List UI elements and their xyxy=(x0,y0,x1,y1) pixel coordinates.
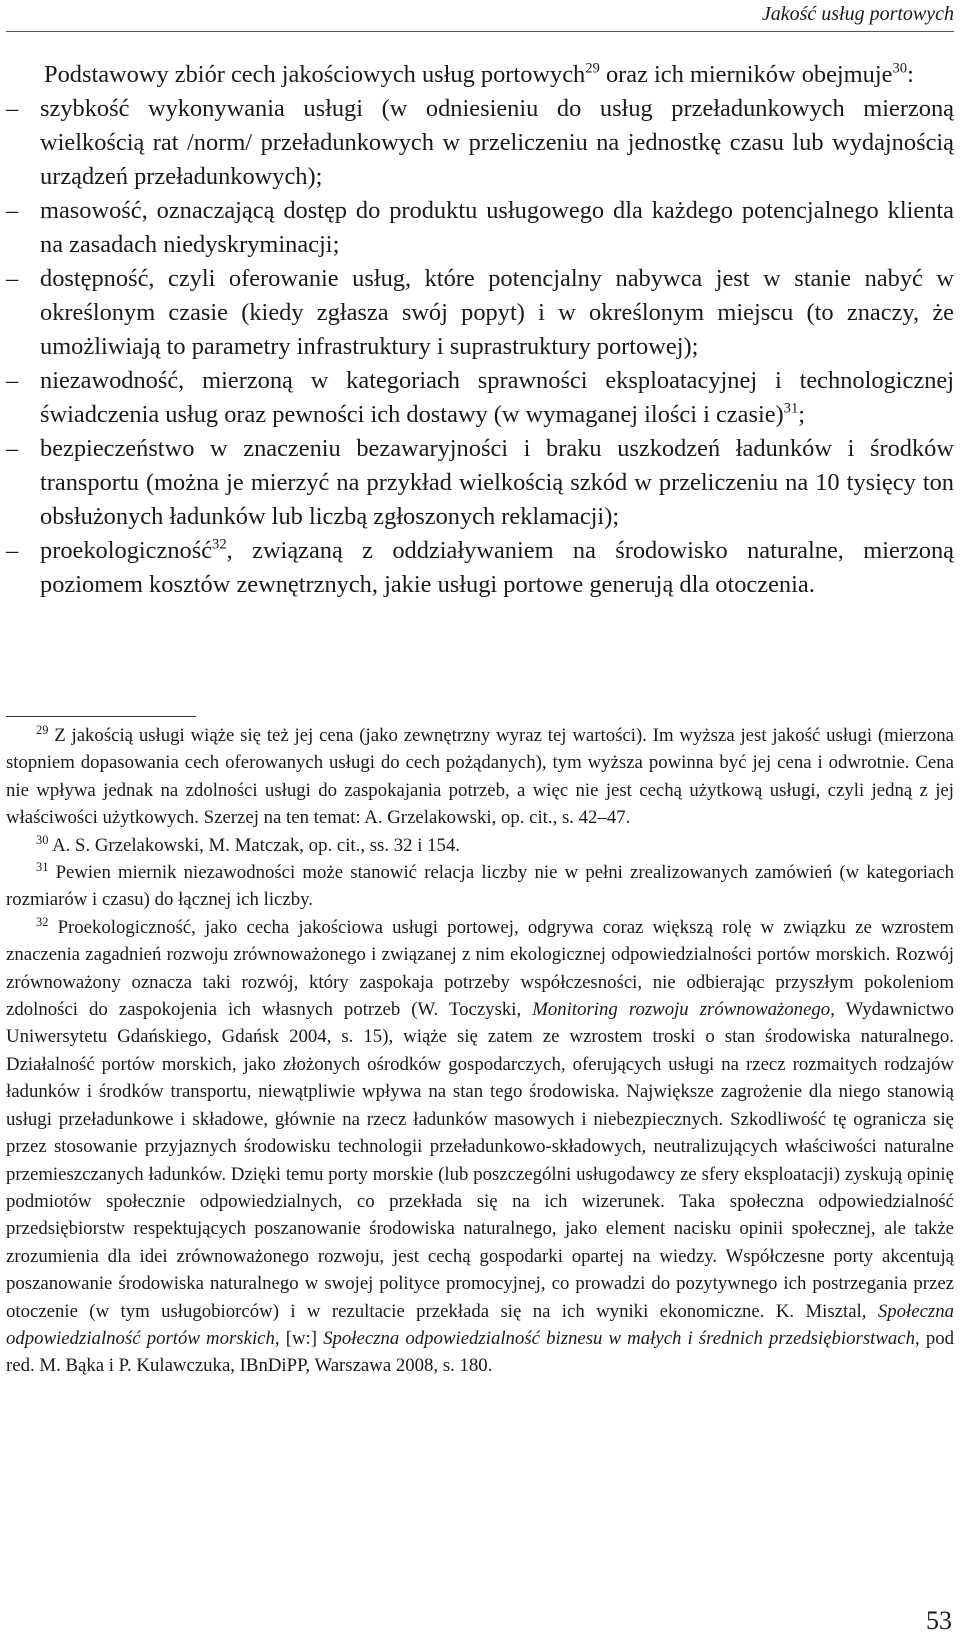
page-number: 53 xyxy=(926,1606,952,1635)
dash-bullet: – xyxy=(6,95,19,122)
footnote-ref-30[interactable]: 30 xyxy=(892,60,908,77)
footnote-32: $^{32}$ Proekologiczność, jako cecha jakościowa usługi portowej, odgrywa coraz większą rolę w związku ze wzrostem znaczenia zagadnień rozwoju zrównoważonego i związanej z nim ekologicznej odpowiedzialności portów morskich. Rozwój zrównoważony oznacza taki rozwój, który zaspokaja potrzeby współczesności, nie odbierając przyszłym pokoleniom zdolności do zaspokojenia ich własnych potrzeb (W. Toczyski, Monitoring rozwoju zrównoważonego, Wydawnictwo Uniwersytetu Gdańskiego, Gdańsk 2004, s. 15), wiąże się zatem ze wzrostem troski o stan środowiska naturalnego. Działalność portów morskich, jako złożonych ośrodków gospodarczych, oferujących usługi na rzecz rozmaitych rodzajów ładunków i środków transportu, niewątpliwie wpływa na stan tego środowiska. Największe zagrożenie dla niego stanowią usługi przeładunkowe i składowe, głównie na rzecz ładunków masowych i niebezpiecznych. Szkodliwość tę ogranicza się przez stosowanie przyjaznych środowisku technologii przeładunkowo-składowych, neutralizujących właściwości naturalne przemieszczanych ładunków. Dzięki temu porty morskie (lub poszczególni usługodawcy ze sfery eksploatacji) zyskują opinię podmiotów społecznie odpowiedzialnych, co przekłada się na ich wizerunek. Taka społeczna odpowiedzialność przedsiębiorstw respektujących poszanowanie środowiska naturalnego, jako element nacisku opinii społecznej, ale także zrozumienia dla idei zrównoważonego rozwoju, jest cechą gospodarki opartej na wiedzy. Współczesne porty akcentują poszanowanie środowiska naturalnego w swojej polityce promocyjnej, co prowadzi do pozytywnego ich postrzegania przez otoczenie (w tym usługobiorców) i w rezultacie przekłada się na ich wyniki ekonomiczne. K. Misztal, Społeczna odpowiedzialność portów morskich, [w:] Społeczna odpowiedzialność biznesu w małych i średnich przedsiębiorstwach, pod red. M. Bąka i P. Kulawczuka, IBnDiPP, Warszawa 2008, s. 180. xyxy=(6,915,955,1377)
footnote-31: $^{31}$ Pewien miernik niezawodności może stanowić relacja liczby nie w pełni zrealizowanych zamówień (w kategoriach rozmiarów i czasu) do łącznej ich liczby. xyxy=(6,860,954,911)
footnote-number: 30 xyxy=(36,832,49,847)
main-text xyxy=(6,58,954,602)
cited-title: Monitoring rozwoju zrównoważonego xyxy=(532,999,831,1021)
dash-bullet: – xyxy=(6,435,19,462)
footnote-ref-31[interactable]: 31 xyxy=(783,400,799,417)
footnotes xyxy=(6,722,954,1380)
footnote-29: $^{29}$ Z jakością usługi wiąże się też jej cena (jako zewnętrzny wyraz tej wartości). Im wyższa jest jakość usługi (mierzona stopniem dopasowania cech oferowanych usługi do cech pożądanych), tym wyższa powinna być jej cena i odwrotnie. Cena nie wpływa jednak na zdolności usługi do zaspokajania potrzeb, a więc nie jest cechą użytkową usługi, czyli jedną z jej właściwości użytkowych. Szerzej na ten temat: A. Grzelakowski, op. cit., s. 42–47. xyxy=(6,723,954,829)
list-item: – proekologiczność$^{32}$, związaną z oddziaływaniem na środowisko naturalne, mierzoną poziomem kosztów zewnętrznych, jakie usługi portowe generują dla otoczenia. xyxy=(6,534,954,602)
list-item: – masowość, oznaczającą dostęp do produktu usługowego dla każdego potencjalnego klienta na zasadach niedyskryminacji; xyxy=(6,194,954,262)
dash-bullet: – xyxy=(6,197,19,224)
footnote-ref-29[interactable]: 29 xyxy=(585,60,600,77)
cited-title: Społeczna odpowiedzialność biznesu w małych i średnich przedsiębiorstwach xyxy=(323,1327,916,1349)
intro-paragraph: Podstawowy zbiór cech jakościowych usług portowych$^{29}$ oraz ich mierników obejmuje$^{30}$: xyxy=(44,60,914,88)
footnote-ref-32[interactable]: 32 xyxy=(212,536,227,553)
quality-features-list xyxy=(6,92,954,602)
list-item: – dostępność, czyli oferowanie usług, które potencjalny nabywca jest w stanie nabyć w określonym czasie (kiedy zgłasza swój popyt) i w określonym miejscu (to znaczy, że umożliwiają to parametry infrastruktury i suprastruktury portowej); xyxy=(6,262,954,364)
dash-bullet: – xyxy=(6,537,19,564)
list-item: – szybkość wykonywania usługi (w odniesieniu do usług przeładunkowych mierzoną wielkością rat /norm/ przeładunkowych w przeliczeniu na jednostkę czasu lub wydajnością urządzeń przeładunkowych); xyxy=(6,92,954,194)
footnote-number: 29 xyxy=(36,723,49,738)
dash-bullet: – xyxy=(6,367,19,394)
list-item: – bezpieczeństwo w znaczeniu bezawaryjności i braku uszkodzeń ładunków i środków transportu (można je mierzyć na przykład wielkością szkód w przeliczeniu na 10 tysięcy ton obsłużonych ładunków lub liczbą zgłoszonych reklamacji); xyxy=(6,432,954,534)
dash-bullet: – xyxy=(6,265,19,292)
cited-title: Społeczna odpowiedzialność portów morskich xyxy=(6,1300,954,1349)
footnote-number: 32 xyxy=(36,915,49,930)
footnote-rule xyxy=(6,716,196,717)
footnote-number: 31 xyxy=(36,860,49,875)
footnote-30: $^{30}$ A. S. Grzelakowski, M. Matczak, op. cit., ss. 32 i 154. xyxy=(36,832,460,856)
running-head: Jakość usług portowych xyxy=(761,3,954,25)
header-rule xyxy=(6,31,954,32)
list-item: – niezawodność, mierzoną w kategoriach sprawności eksploatacyjnej i technologicznej świadczenia usług oraz pewności ich dostawy (w wymaganej ilości i czasie)$^{31}$; xyxy=(6,364,954,432)
